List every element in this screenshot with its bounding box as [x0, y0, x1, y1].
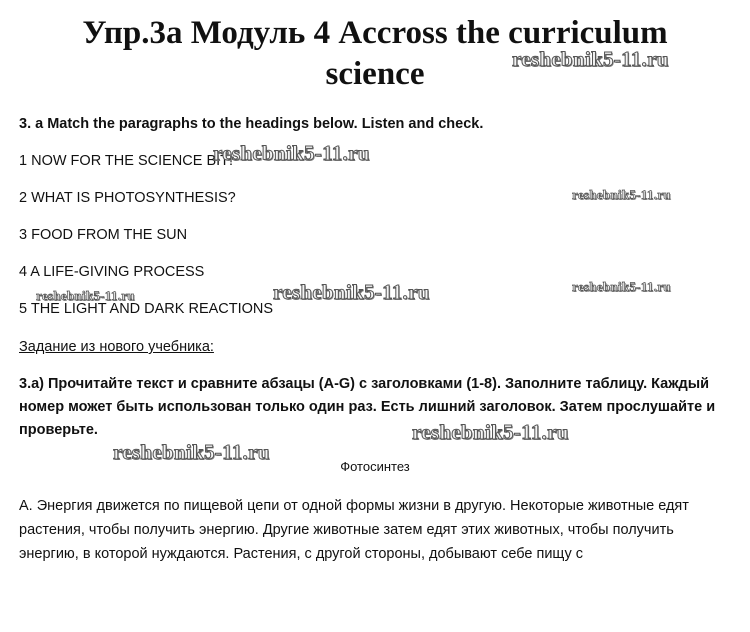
heading-item: 2 WHAT IS PHOTOSYNTHESIS?: [19, 190, 236, 206]
heading-item: 1 NOW FOR THE SCIENCE BIT!: [19, 153, 234, 169]
paragraph-a: А. Энергия движется по пищевой цепи от одной формы жизни в другую. Некоторые животные едят растения, чтобы получить энергию. Другие животные затем едят этих животных, чтобы получить энергию, в которой нуждаются. Растения, с другой стороны, добывают себе пищу с: [19, 498, 689, 562]
heading-item: 4 A LIFE-GIVING PROCESS: [19, 264, 205, 280]
watermark: reshebnik5-11.ru: [113, 440, 270, 464]
page-subtitle: science: [325, 56, 425, 92]
heading-item: 5 THE LIGHT AND DARK REACTIONS: [19, 301, 274, 317]
exercise-instruction: 3. a Match the paragraphs to the headings below. Listen and check.: [19, 116, 484, 132]
watermark: reshebnik5-11.ru: [273, 280, 430, 304]
heading-item: 3 FOOD FROM THE SUN: [19, 227, 188, 243]
watermark: reshebnik5-11.ru: [36, 288, 135, 303]
watermark: reshebnik5-11.ru: [512, 47, 669, 71]
watermark: reshebnik5-11.ru: [572, 279, 671, 294]
text-title: Фотосинтез: [340, 459, 410, 474]
watermark: reshebnik5-11.ru: [213, 141, 370, 165]
task-instruction-ru: 3.а) Прочитайте текст и сравните абзацы (A-G) с заголовками (1-8). Заполните таблицу. Каждый номер может быть использован только один раз. Есть лишний заголовок. Затем прослушайте и проверьте.: [19, 376, 716, 438]
watermark: reshebnik5-11.ru: [572, 187, 671, 202]
page-title: Упр.3а Модуль 4 Accross the curriculum: [82, 15, 668, 51]
new-textbook-label: Задание из нового учебника:: [19, 339, 214, 355]
watermark: reshebnik5-11.ru: [412, 420, 569, 444]
